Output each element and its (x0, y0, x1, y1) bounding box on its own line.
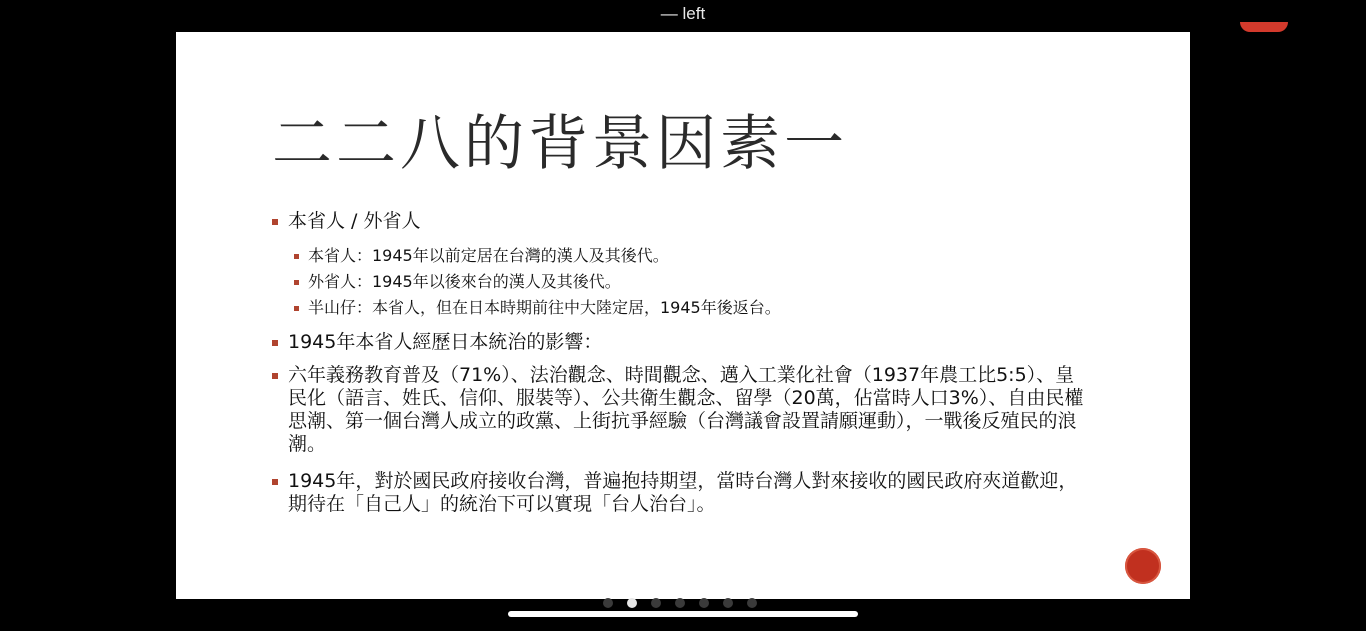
page-dot[interactable] (651, 598, 661, 608)
page-dot[interactable] (675, 598, 685, 608)
page-dot[interactable] (747, 598, 757, 608)
sub-bullet-item: 外省人：1945年以後來台的漢人及其後代。 (294, 269, 1092, 295)
window-position-label: — left (660, 4, 706, 23)
sub-bullet-item: 本省人：1945年以前定居在台灣的漢人及其後代。 (294, 243, 1092, 269)
slide-logo-badge (1125, 548, 1161, 584)
bullet-item: 本省人 / 外省人 (272, 210, 1092, 233)
page-dot[interactable] (603, 598, 613, 608)
page-dot[interactable] (723, 598, 733, 608)
sub-bullet-list (272, 243, 1092, 321)
bullet-item: 1945年，對於國民政府接收台灣，普遍抱持期望，當時台灣人對來接收的國民政府夾道歡迎，期待在「自己人」的統治下可以實現「台人治台」。 (272, 470, 1092, 516)
recording-indicator[interactable] (1240, 22, 1288, 34)
sub-bullet-item: 半山仔：本省人，但在日本時期前往中大陸定居，1945年後返台。 (294, 295, 1092, 321)
page-indicator[interactable] (603, 598, 757, 608)
bullet-item: 1945年本省人經歷日本統治的影響： (272, 331, 1092, 354)
slide-body (272, 210, 1092, 526)
page-dot[interactable] (699, 598, 709, 608)
slide-title: 二二八的背景因素一 (272, 109, 848, 179)
page-dot[interactable] (627, 598, 637, 608)
home-indicator-bar[interactable] (508, 611, 858, 617)
recording-indicator-pill (1240, 22, 1288, 32)
bullet-item: 六年義務教育普及（71%）、法治觀念、時間觀念、邁入工業化社會（1937年農工比5:5）、皇民化（語言、姓氏、信仰、服裝等）、公共衛生觀念、留學（20萬，佔當時人口3%）、自由民權思潮、第一個台灣人成立的政黨、上街抗爭經驗（台灣議會設置請願運動），一戰後反殖民的浪潮。 (272, 364, 1092, 456)
presentation-slide[interactable] (176, 32, 1190, 599)
